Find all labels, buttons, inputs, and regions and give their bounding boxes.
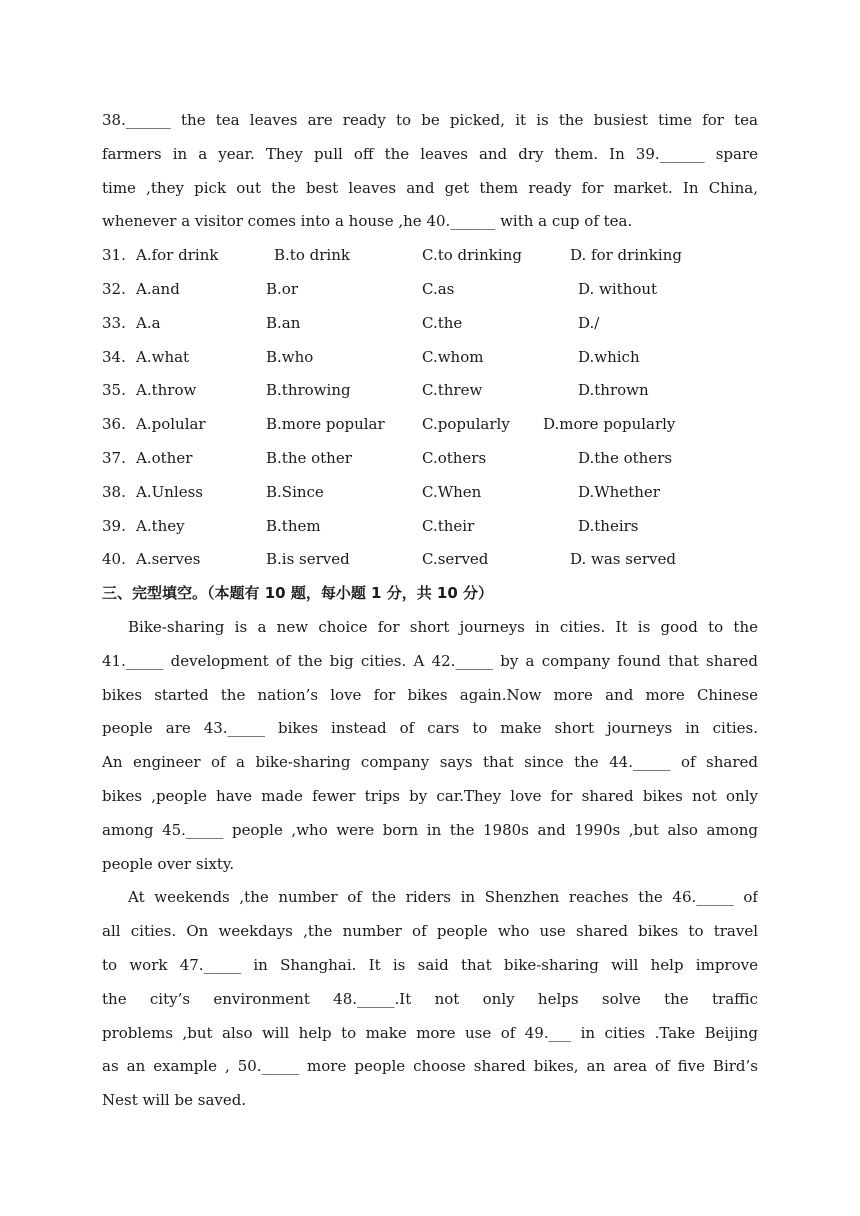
option-a: A.what: [136, 347, 190, 366]
paragraph-line: bikes ,people have made fewer trips by car.They love for shared bikes not only: [102, 786, 758, 805]
paragraph-line: people are 43._____ bikes instead of cars to make short journeys in cities.: [102, 719, 758, 738]
paragraph-line: Bike-sharing is a new choice for short journeys in cities. It is good to the: [128, 617, 758, 636]
option-c: C.When: [422, 482, 482, 501]
option-row: [102, 510, 758, 544]
option-c: C.popularly: [422, 415, 510, 434]
option-b: B.the other: [266, 448, 352, 467]
option-c: C.threw: [422, 381, 483, 400]
option-c: C.to drinking: [422, 246, 522, 265]
option-row: [102, 543, 758, 577]
paragraph-2: [102, 881, 758, 1118]
option-d: D./: [578, 313, 600, 332]
question-number: 34.: [102, 347, 126, 366]
option-a: A.a: [136, 313, 161, 332]
passage-top: [102, 104, 758, 239]
option-c: C.served: [422, 550, 489, 569]
option-b: B.to drink: [274, 246, 350, 265]
option-a: A.serves: [136, 550, 201, 569]
option-row: [102, 476, 758, 510]
option-a: A.Unless: [136, 482, 203, 501]
option-d: D.Whether: [578, 482, 660, 501]
option-b: B.throwing: [266, 381, 351, 400]
option-a: A.they: [136, 516, 185, 535]
paragraph-line: among 45._____ people ,who were born in the 1980s and 1990s ,but also among: [102, 820, 758, 839]
passage-line: farmers in a year. They pull off the leaves and dry them. In 39.______ spare: [102, 144, 758, 163]
options-list: [102, 239, 758, 577]
passage-line: whenever a visitor comes into a house ,he 40.______ with a cup of tea.: [102, 212, 633, 231]
paragraph-line: Nest will be saved.: [102, 1091, 247, 1110]
option-a: A.and: [136, 279, 180, 298]
option-row: [102, 442, 758, 476]
question-number: 33.: [102, 313, 126, 332]
option-d: D.the others: [578, 448, 673, 467]
option-a: A.other: [136, 448, 193, 467]
option-c: C.the: [422, 313, 463, 332]
option-d: D. without: [578, 279, 658, 298]
option-a: A.for drink: [136, 246, 219, 265]
option-a: A.throw: [136, 381, 197, 400]
option-d: D.theirs: [578, 516, 639, 535]
option-row: [102, 239, 758, 273]
option-b: B.is served: [266, 550, 350, 569]
paragraph-line: the city’s environment 48._____.It not only helps solve the traffic: [102, 989, 758, 1008]
question-number: 37.: [102, 448, 126, 467]
question-number: 36.: [102, 415, 126, 434]
option-c: C.as: [422, 279, 455, 298]
paragraph-line: problems ,but also will help to make more use of 49.___ in cities .Take Beijing: [102, 1023, 758, 1042]
question-number: 32.: [102, 279, 126, 298]
option-row: [102, 307, 758, 341]
passage-line: time ,they pick out the best leaves and get them ready for market. In China,: [102, 178, 758, 197]
option-row: [102, 408, 758, 442]
option-d: D.which: [578, 347, 640, 366]
option-c: C.others: [422, 448, 487, 467]
option-row: [102, 374, 758, 408]
paragraph-line: all cities. On weekdays ,the number of people who use shared bikes to travel: [102, 922, 758, 941]
option-row: [102, 341, 758, 375]
paragraph-line: people over sixty.: [102, 854, 235, 873]
option-b: B.Since: [266, 482, 324, 501]
paragraph-line: to work 47._____ in Shanghai. It is said that bike-sharing will help improve: [102, 955, 758, 974]
option-b: B.more popular: [266, 415, 385, 434]
question-number: 31.: [102, 246, 126, 265]
option-b: B.or: [266, 279, 298, 298]
paragraph-1: [102, 611, 758, 881]
passage-line: 38.______ the tea leaves are ready to be picked, it is the busiest time for tea: [102, 111, 758, 129]
paragraph-line: At weekends ,the number of the riders in Shenzhen reaches the 46._____ of: [128, 888, 758, 907]
question-number: 40.: [102, 550, 126, 569]
question-number: 39.: [102, 516, 126, 535]
paragraph-line: bikes started the nation’s love for bikes again.Now more and more Chinese: [102, 685, 758, 704]
option-b: B.them: [266, 516, 321, 535]
paragraph-line: 41._____ development of the big cities. A 42._____ by a company found that shared: [102, 651, 758, 670]
document-page: [102, 104, 758, 1118]
question-number: 38.: [102, 482, 126, 501]
option-a: A.polular: [136, 415, 206, 434]
option-d: D. was served: [570, 550, 676, 569]
option-b: B.who: [266, 347, 314, 366]
section-heading: 三、完型填空。（本题有 10 题，每小题 1 分，共 10 分）: [102, 584, 494, 603]
option-b: B.an: [266, 313, 301, 332]
option-d: D.more popularly: [543, 415, 676, 434]
option-d: D. for drinking: [570, 246, 682, 265]
paragraph-line: An engineer of a bike-sharing company says that since the 44._____ of shared: [102, 753, 758, 772]
option-c: C.whom: [422, 347, 484, 366]
question-number: 35.: [102, 381, 126, 400]
paragraph-line: as an example , 50._____ more people choose shared bikes, an area of five Bird’s: [102, 1057, 758, 1076]
option-c: C.their: [422, 516, 475, 535]
option-d: D.thrown: [578, 381, 649, 400]
option-row: [102, 273, 758, 307]
